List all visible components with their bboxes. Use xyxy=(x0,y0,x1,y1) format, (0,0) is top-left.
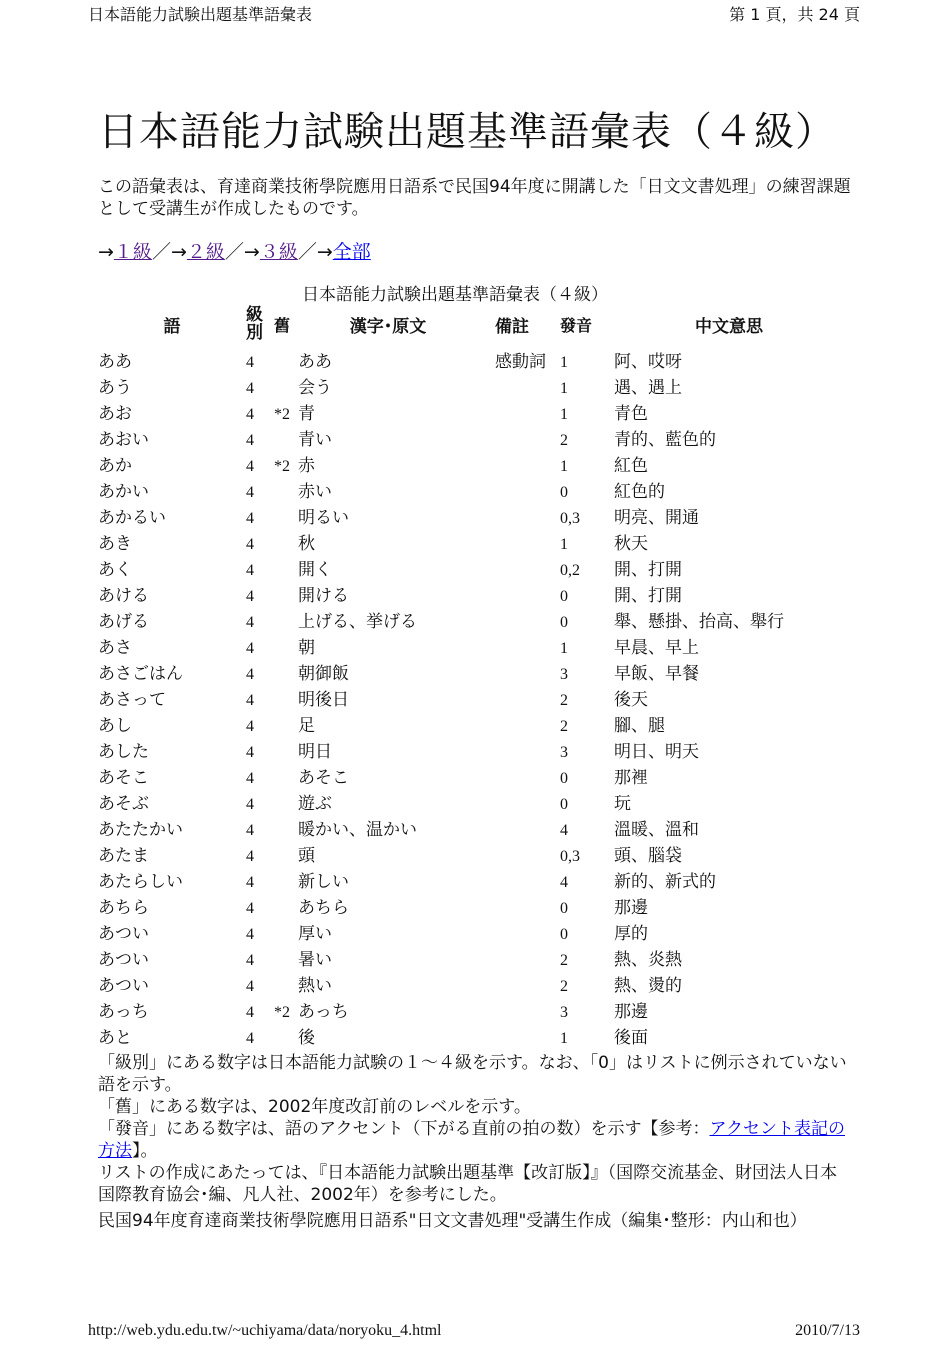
cell-old: *2 xyxy=(274,1004,290,1021)
note-level: 「級別」にある数字は日本語能力試験の１～４級を示す。なお、「0」はリストに例示されていない語を示す。 xyxy=(98,1053,847,1095)
cell-level: 4 xyxy=(246,614,254,631)
table-row xyxy=(98,528,844,554)
cell-accent: 3 xyxy=(560,744,568,761)
note-accent xyxy=(98,1118,850,1162)
cell-accent: 1 xyxy=(560,406,568,423)
cell-word: あっち xyxy=(98,1002,149,1022)
cell-accent: 0,3 xyxy=(560,848,580,865)
cell-chinese: 溫暖、溫和 xyxy=(614,820,699,840)
cell-old xyxy=(274,684,298,710)
cell-kanji: 青い xyxy=(298,430,332,450)
cell-accent: 0 xyxy=(560,484,568,501)
cell-kanji: 暖かい、温かい xyxy=(298,820,417,840)
cell-accent: 2 xyxy=(560,718,568,735)
cell-chinese: 新的、新式的 xyxy=(614,872,716,892)
cell-note xyxy=(478,892,558,918)
cell-kanji: 頭 xyxy=(298,846,315,866)
cell-word: あく xyxy=(98,560,132,580)
table-row xyxy=(98,762,844,788)
cell-note: 感動詞 xyxy=(495,352,546,372)
table-caption: 日本語能力試験出題基準語彙表（４級） xyxy=(302,285,608,305)
cell-accent: 0 xyxy=(560,900,568,917)
cell-chinese: 那邊 xyxy=(614,898,648,918)
cell-word: あした xyxy=(98,742,149,762)
cell-level: 4 xyxy=(246,510,254,527)
note-accent-text-end: 】。 xyxy=(132,1141,158,1161)
cell-level: 4 xyxy=(246,978,254,995)
cell-accent: 1 xyxy=(560,640,568,657)
table-row xyxy=(98,788,844,814)
cell-word: あか xyxy=(98,456,132,476)
cell-old xyxy=(274,788,298,814)
table-row xyxy=(98,840,844,866)
cell-accent: 2 xyxy=(560,432,568,449)
table-row xyxy=(98,658,844,684)
table-row xyxy=(98,606,844,632)
cell-note xyxy=(478,476,558,502)
note-reference: リストの作成にあたっては、『日本語能力試験出題基準【改訂版】』（国際交流基金、財団法人日本国際教育協会･編、凡人社、2002年）を参考にした。 xyxy=(98,1163,838,1205)
table-row xyxy=(98,892,844,918)
cell-old xyxy=(274,944,298,970)
cell-word: あたま xyxy=(98,846,149,866)
cell-level: 4 xyxy=(246,354,254,371)
cell-note xyxy=(478,424,558,450)
nav-link-level-2[interactable]: ２級 xyxy=(186,241,225,263)
cell-note xyxy=(478,736,558,762)
cell-level: 4 xyxy=(246,432,254,449)
cell-kanji: 朝 xyxy=(298,638,315,658)
cell-old xyxy=(274,346,298,372)
header-accent: 發音 xyxy=(560,317,593,335)
cell-word: ああ xyxy=(98,352,132,372)
cell-word: あう xyxy=(98,378,132,398)
nav-link-level-3[interactable]: ３級 xyxy=(259,241,298,263)
cell-accent: 2 xyxy=(560,978,568,995)
cell-note xyxy=(478,1022,558,1048)
page-title: 日本語能力試験出題基準語彙表（４級） xyxy=(98,109,836,155)
cell-word: あさごはん xyxy=(98,664,183,684)
cell-old: *2 xyxy=(274,458,290,475)
cell-note xyxy=(478,450,558,476)
cell-note xyxy=(478,372,558,398)
cell-kanji: 新しい xyxy=(298,872,349,892)
cell-chinese: 早飯、早餐 xyxy=(614,664,699,684)
cell-word: あし xyxy=(98,716,132,736)
cell-old xyxy=(274,840,298,866)
cell-chinese: 明日、明天 xyxy=(614,742,699,762)
cell-level: 4 xyxy=(246,926,254,943)
cell-word: あそこ xyxy=(98,768,149,788)
cell-old xyxy=(274,736,298,762)
cell-level: 4 xyxy=(246,874,254,891)
table-row xyxy=(98,346,844,372)
cell-level: 4 xyxy=(246,848,254,865)
cell-level: 4 xyxy=(246,458,254,475)
cell-note xyxy=(478,528,558,554)
cell-old xyxy=(274,554,298,580)
cell-word: あちら xyxy=(98,898,149,918)
table-row xyxy=(98,944,844,970)
cell-old xyxy=(274,476,298,502)
cell-chinese: 腳、腿 xyxy=(614,716,665,736)
cell-kanji: ああ xyxy=(298,352,332,372)
cell-note xyxy=(478,788,558,814)
table-row xyxy=(98,632,844,658)
nav-separator: ／ xyxy=(297,241,317,263)
cell-note xyxy=(478,658,558,684)
cell-kanji: 暑い xyxy=(298,950,332,970)
cell-kanji: 赤 xyxy=(298,456,315,476)
table-row xyxy=(98,554,844,580)
table-row xyxy=(98,996,844,1022)
cell-chinese: 明亮、開通 xyxy=(614,508,699,528)
cell-accent: 0 xyxy=(560,770,568,787)
cell-old xyxy=(274,710,298,736)
cell-old xyxy=(274,970,298,996)
print-footer-url: http://web.ydu.edu.tw/~uchiyama/data/noryoku_4.html xyxy=(88,1322,442,1339)
cell-note xyxy=(478,580,558,606)
cell-note xyxy=(478,762,558,788)
cell-word: あつい xyxy=(98,924,149,944)
cell-accent: 1 xyxy=(560,380,568,397)
cell-chinese: 舉、懸掛、抬高、舉行 xyxy=(614,612,784,632)
table-row xyxy=(98,736,844,762)
cell-accent: 1 xyxy=(560,536,568,553)
cell-accent: 1 xyxy=(560,458,568,475)
cell-word: あげる xyxy=(98,612,149,632)
accent-method-link[interactable]: アクセント表記の方法 xyxy=(98,1119,845,1161)
cell-kanji: 会う xyxy=(298,378,332,398)
header-kanji: 漢字･原文 xyxy=(349,316,427,337)
cell-level: 4 xyxy=(246,1030,254,1047)
nav-arrow: → xyxy=(98,241,114,263)
cell-chinese: 遇、遇上 xyxy=(614,378,682,398)
cell-accent: 3 xyxy=(560,666,568,683)
cell-note xyxy=(478,866,558,892)
cell-chinese: 開、打開 xyxy=(614,586,682,606)
table-header-row xyxy=(98,302,844,346)
cell-old xyxy=(274,814,298,840)
cell-note xyxy=(478,814,558,840)
header-level: 級別 xyxy=(246,305,263,343)
cell-kanji: あちら xyxy=(298,898,349,918)
cell-chinese: 那裡 xyxy=(614,768,648,788)
cell-level: 4 xyxy=(246,900,254,917)
table-row xyxy=(98,424,844,450)
vocab-table xyxy=(98,302,844,1048)
cell-accent: 0 xyxy=(560,926,568,943)
cell-chinese: 後天 xyxy=(614,690,648,710)
note-accent-text: 「發音」にある数字は、語のアクセント（下がる直前の拍の数）を示す【参考： xyxy=(98,1119,710,1139)
cell-note xyxy=(478,970,558,996)
cell-chinese: 熱、燙的 xyxy=(614,976,682,996)
cell-kanji: 秋 xyxy=(298,534,315,554)
cell-accent: 0 xyxy=(560,614,568,631)
cell-note xyxy=(478,398,558,424)
cell-word: あかるい xyxy=(98,508,166,528)
table-row xyxy=(98,918,844,944)
header-note: 備註 xyxy=(495,316,529,337)
note-credit: 民国94年度育達商業技術學院應用日語系"日文文書処理"受講生作成（編集･整形：内山和也） xyxy=(98,1211,807,1231)
cell-accent: 0,3 xyxy=(560,510,580,527)
cell-kanji: 足 xyxy=(298,716,315,736)
cell-chinese: 早晨、早上 xyxy=(614,638,699,658)
cell-old xyxy=(274,528,298,554)
cell-level: 4 xyxy=(246,588,254,605)
cell-accent: 0 xyxy=(560,796,568,813)
cell-kanji: 厚い xyxy=(298,924,332,944)
cell-accent: 2 xyxy=(560,692,568,709)
cell-chinese: 秋天 xyxy=(614,534,648,554)
cell-kanji: 赤い xyxy=(298,482,332,502)
cell-chinese: 開、打開 xyxy=(614,560,682,580)
cell-word: あつい xyxy=(98,976,149,996)
cell-level: 4 xyxy=(246,744,254,761)
cell-level: 4 xyxy=(246,770,254,787)
cell-old xyxy=(274,1022,298,1048)
cell-chinese: 紅色的 xyxy=(614,482,665,502)
cell-accent: 1 xyxy=(560,354,568,371)
notes-section xyxy=(98,1052,850,1232)
cell-accent: 2 xyxy=(560,952,568,969)
nav-separator: ／ xyxy=(224,241,244,263)
cell-level: 4 xyxy=(246,562,254,579)
cell-kanji: 明後日 xyxy=(298,690,349,710)
cell-word: あき xyxy=(98,534,132,554)
nav-arrow: → xyxy=(316,241,333,263)
cell-chinese: 頭、腦袋 xyxy=(614,846,682,866)
note-old: 「舊」にある数字は、2002年度改訂前のレベルを示す。 xyxy=(98,1097,531,1117)
cell-level: 4 xyxy=(246,536,254,553)
table-row xyxy=(98,710,844,736)
cell-old xyxy=(274,424,298,450)
cell-level: 4 xyxy=(246,692,254,709)
print-footer-date: 2010/7/13 xyxy=(795,1322,860,1339)
cell-chinese: 玩 xyxy=(614,794,631,814)
cell-accent: 1 xyxy=(560,1030,568,1047)
cell-kanji: 開く xyxy=(298,560,332,580)
cell-chinese: 厚的 xyxy=(614,924,648,944)
cell-kanji: 明日 xyxy=(298,742,332,762)
cell-old xyxy=(274,658,298,684)
nav-link-all[interactable]: 全部 xyxy=(332,241,371,263)
table-row xyxy=(98,814,844,840)
intro-text: この語彙表は、育達商業技術學院應用日語系で民国94年度に開講した「日文文書処理」の練習課題として受講生が作成したものです。 xyxy=(98,177,851,219)
cell-kanji: 遊ぶ xyxy=(298,794,332,814)
cell-word: あさ xyxy=(98,638,132,658)
table-row xyxy=(98,372,844,398)
table-row xyxy=(98,580,844,606)
cell-kanji: 開ける xyxy=(298,586,349,606)
nav-arrow: → xyxy=(243,241,260,263)
cell-old xyxy=(274,918,298,944)
header-old: 舊 xyxy=(274,317,291,335)
cell-word: あける xyxy=(98,586,149,606)
cell-level: 4 xyxy=(246,484,254,501)
cell-note xyxy=(478,944,558,970)
cell-level: 4 xyxy=(246,666,254,683)
nav-separator: ／ xyxy=(151,241,171,263)
cell-kanji: 青 xyxy=(298,404,315,424)
header-word: 語 xyxy=(163,316,181,337)
nav-arrow: → xyxy=(170,241,187,263)
cell-note xyxy=(478,996,558,1022)
table-row xyxy=(98,970,844,996)
cell-word: あさって xyxy=(98,690,166,710)
cell-word: あたらしい xyxy=(98,872,183,892)
table-row xyxy=(98,1022,844,1048)
cell-old: *2 xyxy=(274,406,290,423)
cell-note xyxy=(478,840,558,866)
cell-accent: 4 xyxy=(560,822,568,839)
table-row xyxy=(98,866,844,892)
cell-kanji: あそこ xyxy=(298,768,349,788)
cell-word: あそぶ xyxy=(98,794,149,814)
cell-kanji: 熱い xyxy=(298,976,332,996)
print-header-title: 日本語能力試験出題基準語彙表 xyxy=(88,5,313,24)
cell-note xyxy=(478,710,558,736)
cell-chinese: 那邊 xyxy=(614,1002,648,1022)
cell-kanji: 上げる、挙げる xyxy=(298,612,417,632)
cell-level: 4 xyxy=(246,1004,254,1021)
cell-word: あおい xyxy=(98,430,149,450)
cell-kanji: 明るい xyxy=(298,508,349,528)
cell-accent: 0 xyxy=(560,588,568,605)
cell-note xyxy=(478,918,558,944)
cell-old xyxy=(274,580,298,606)
table-row xyxy=(98,450,844,476)
header-chinese: 中文意思 xyxy=(695,316,763,337)
cell-kanji: 後 xyxy=(298,1028,315,1048)
cell-accent: 0,2 xyxy=(560,562,580,579)
cell-old xyxy=(274,502,298,528)
cell-old xyxy=(274,892,298,918)
print-header-page: 第 1 頁，共 24 頁 xyxy=(729,5,860,24)
cell-level: 4 xyxy=(246,822,254,839)
table-row xyxy=(98,398,844,424)
cell-old xyxy=(274,606,298,632)
cell-old xyxy=(274,372,298,398)
table-row xyxy=(98,502,844,528)
cell-accent: 4 xyxy=(560,874,568,891)
cell-word: あたたかい xyxy=(98,820,183,840)
cell-note xyxy=(478,554,558,580)
cell-note xyxy=(478,606,558,632)
cell-level: 4 xyxy=(246,406,254,423)
cell-word: あつい xyxy=(98,950,149,970)
nav-link-level-1[interactable]: １級 xyxy=(113,241,152,263)
cell-chinese: 阿、哎呀 xyxy=(614,352,682,372)
cell-old xyxy=(274,866,298,892)
cell-kanji: あっち xyxy=(298,1002,349,1022)
cell-chinese: 青色 xyxy=(614,404,648,424)
cell-chinese: 紅色 xyxy=(614,456,648,476)
cell-word: あお xyxy=(98,404,132,424)
cell-old xyxy=(274,762,298,788)
cell-level: 4 xyxy=(246,380,254,397)
cell-chinese: 後面 xyxy=(614,1028,648,1048)
cell-accent: 3 xyxy=(560,1004,568,1021)
cell-kanji: 朝御飯 xyxy=(298,664,349,684)
table-row xyxy=(98,684,844,710)
cell-level: 4 xyxy=(246,952,254,969)
cell-chinese: 熱、炎熱 xyxy=(614,950,682,970)
cell-note xyxy=(478,632,558,658)
cell-chinese: 青的、藍色的 xyxy=(614,430,716,450)
cell-word: あかい xyxy=(98,482,149,502)
cell-note xyxy=(478,502,558,528)
cell-level: 4 xyxy=(246,640,254,657)
level-nav xyxy=(98,237,371,264)
cell-word: あと xyxy=(98,1028,132,1048)
cell-old xyxy=(274,632,298,658)
cell-level: 4 xyxy=(246,718,254,735)
cell-note xyxy=(478,684,558,710)
table-row xyxy=(98,476,844,502)
cell-level: 4 xyxy=(246,796,254,813)
